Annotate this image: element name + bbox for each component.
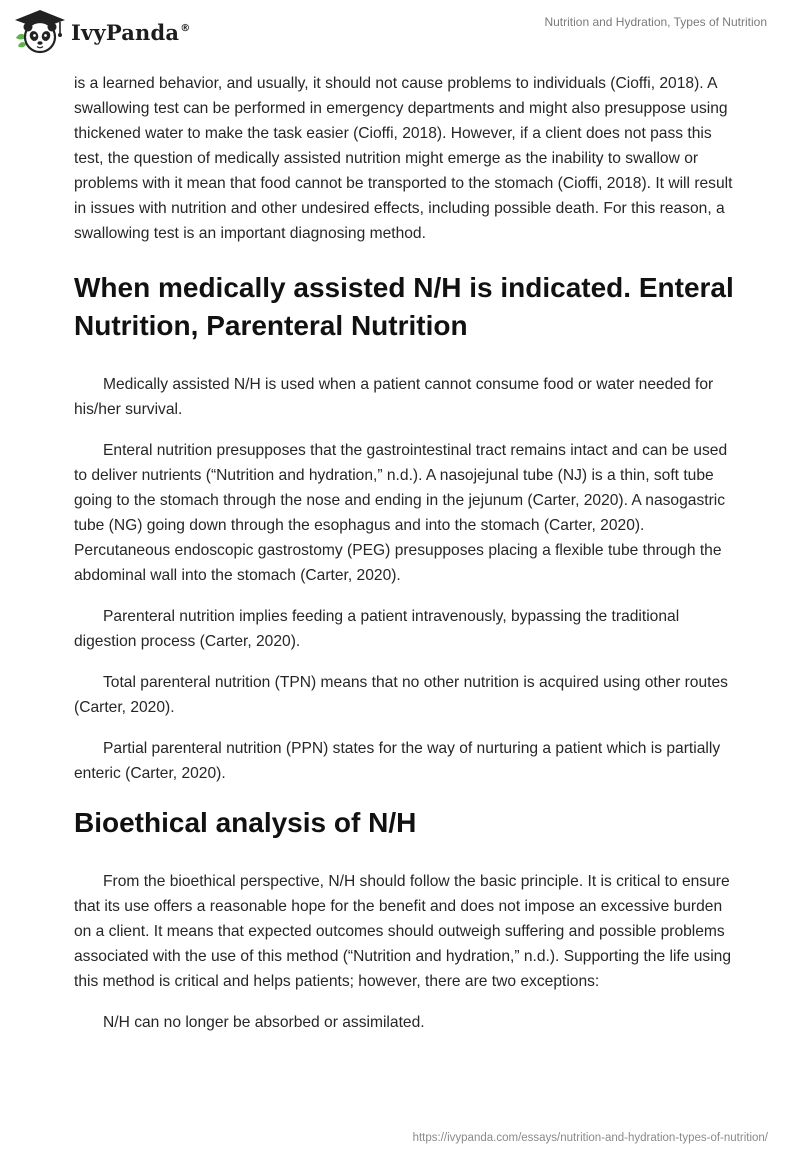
paragraph: Enteral nutrition presupposes that the gastrointestinal tract remains intact and can be used to deliver nutrients (“Nutrition and hydration,” n.d.). A nasojejunal tube (NJ) is a thin, soft tube going to the stomach through the nose and ending in the jejunum (Carter, 2020). A nasogastric tube (NG) going down through the esophagus and into the stomach (Carter, 2020). Percutaneous endoscopic gastrostomy (PEG) presupposes placing a flexible tube through the abdominal wall into the stomach (Carter, 2020). (74, 442, 728, 584)
ivypanda-logo[interactable] (13, 8, 190, 56)
source-url[interactable]: https://ivypanda.com/essays/nutrition-and-hydration-types-of-nutrition/ (412, 1132, 768, 1144)
paragraph: Total parenteral nutrition (TPN) means that no other nutrition is acquired using other routes (Carter, 2020). (74, 674, 728, 716)
intro-paragraph: is a learned behavior, and usually, it should not cause problems to individuals (Cioffi, 2018). A swallowing test can be performed in emergency departments and might also presuppose using thickened water to make the task easier (Cioffi, 2018). However, if a client does not pass this test, the question of medically assisted nutrition might emerge as the inability to swallow or problems with it mean that food cannot be transported to the stomach (Cioffi, 2018). It will result in issues with nutrition and other undesired effects, including possible death. For this reason, a swallowing test is an important diagnosing method. (74, 75, 733, 242)
paragraph: Parenteral nutrition implies feeding a patient intravenously, bypassing the traditional digestion process (Carter, 2020). (74, 608, 680, 650)
paragraph: Partial parenteral nutrition (PPN) states for the way of nurturing a patient which is partially enteric (Carter, 2020). (74, 740, 721, 782)
paragraph: From the bioethical perspective, N/H should follow the basic principle. It is critical to ensure that its use offers a reasonable hope for the benefit and does not impose an excessive burden on a client. It means that expected outcomes should outweigh suffering and possible problems associated with the use of this method (“Nutrition and hydration,” n.d.). Supporting the life using this method is critical and helps patients; however, there are two exceptions: (74, 873, 732, 990)
panda-graduation-cap-icon (13, 8, 67, 56)
page-header (0, 0, 800, 66)
document-title: Nutrition and Hydration, Types of Nutrition (544, 15, 767, 29)
section-heading-bioethical-analysis: Bioethical analysis of N/H (74, 807, 417, 838)
essay-content (74, 71, 734, 1051)
section-heading-medically-assisted: When medically assisted N/H is indicated. Enteral Nutrition, Parenteral Nutrition (74, 272, 734, 341)
brand-name: IvyPanda® (71, 19, 191, 45)
paragraph: N/H can no longer be absorbed or assimilated. (103, 1014, 425, 1031)
paragraph: Medically assisted N/H is used when a patient cannot consume food or water needed for his/her survival. (74, 376, 714, 418)
registered-mark: ® (180, 22, 191, 34)
